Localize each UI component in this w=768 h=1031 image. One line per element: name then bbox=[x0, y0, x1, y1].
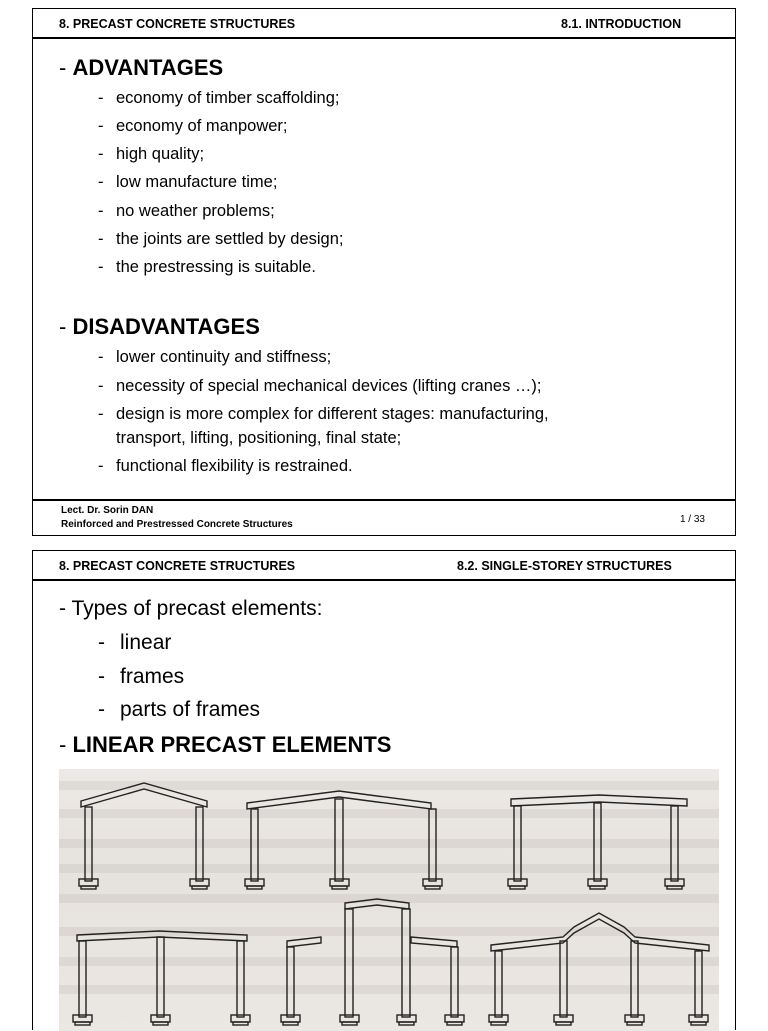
list-item: - economy of manpower; bbox=[98, 117, 288, 135]
list-item: - low manufacture time; bbox=[98, 173, 278, 191]
slide-header bbox=[33, 551, 735, 581]
list-item: - lower continuity and stiffness; bbox=[98, 348, 332, 366]
page-number: 1 / 33 bbox=[679, 514, 705, 525]
list-item: - parts of frames bbox=[98, 698, 261, 721]
frame-gable-1 bbox=[79, 783, 209, 889]
list-item: - functional flexibility is restrained. bbox=[98, 457, 353, 475]
slide-header bbox=[33, 9, 735, 39]
chapter-title: 8. PRECAST CONCRETE STRUCTURES bbox=[59, 559, 296, 573]
list-item: - linear bbox=[98, 631, 172, 654]
frame-long-beam bbox=[73, 931, 250, 1025]
frame-monitor-roof bbox=[489, 913, 709, 1025]
list-item: - design is more complex for different stages: manufacturing, bbox=[98, 405, 549, 423]
precast-frames-drawing bbox=[59, 769, 719, 1031]
list-item: - frames bbox=[98, 665, 185, 688]
advantages-heading: - ADVANTAGES bbox=[59, 55, 224, 80]
list-item: - economy of timber scaffolding; bbox=[98, 89, 340, 107]
chapter-title: 8. PRECAST CONCRETE STRUCTURES bbox=[59, 17, 296, 31]
list-item: - the joints are settled by design; bbox=[98, 230, 344, 248]
list-item: - high quality; bbox=[98, 145, 205, 163]
slide-1 bbox=[32, 8, 736, 536]
list-item: - no weather problems; bbox=[98, 202, 275, 220]
slide-2 bbox=[32, 550, 736, 1030]
slide-footer bbox=[33, 499, 735, 535]
linear-elements-heading: - LINEAR PRECAST ELEMENTS bbox=[59, 732, 392, 757]
list-item: - necessity of special mechanical devices (lifting cranes …); bbox=[98, 377, 542, 395]
intro-text: - Types of precast elements: bbox=[59, 597, 323, 620]
list-item-continuation: transport, lifting, positioning, final state; bbox=[116, 429, 402, 447]
frame-continuous-beam bbox=[508, 795, 687, 889]
section-title: 8.2. SINGLE-STOREY STRUCTURES bbox=[457, 559, 672, 573]
frame-raised-bay bbox=[281, 899, 464, 1025]
section-title: 8.1. INTRODUCTION bbox=[561, 17, 682, 31]
footer-author: Lect. Dr. Sorin DAN bbox=[61, 505, 154, 516]
disadvantages-heading: - DISADVANTAGES bbox=[59, 314, 260, 339]
list-item: - the prestressing is suitable. bbox=[98, 258, 316, 276]
frame-three-column bbox=[245, 791, 442, 889]
footer-course: Reinforced and Prestressed Concrete Structures bbox=[61, 519, 293, 530]
